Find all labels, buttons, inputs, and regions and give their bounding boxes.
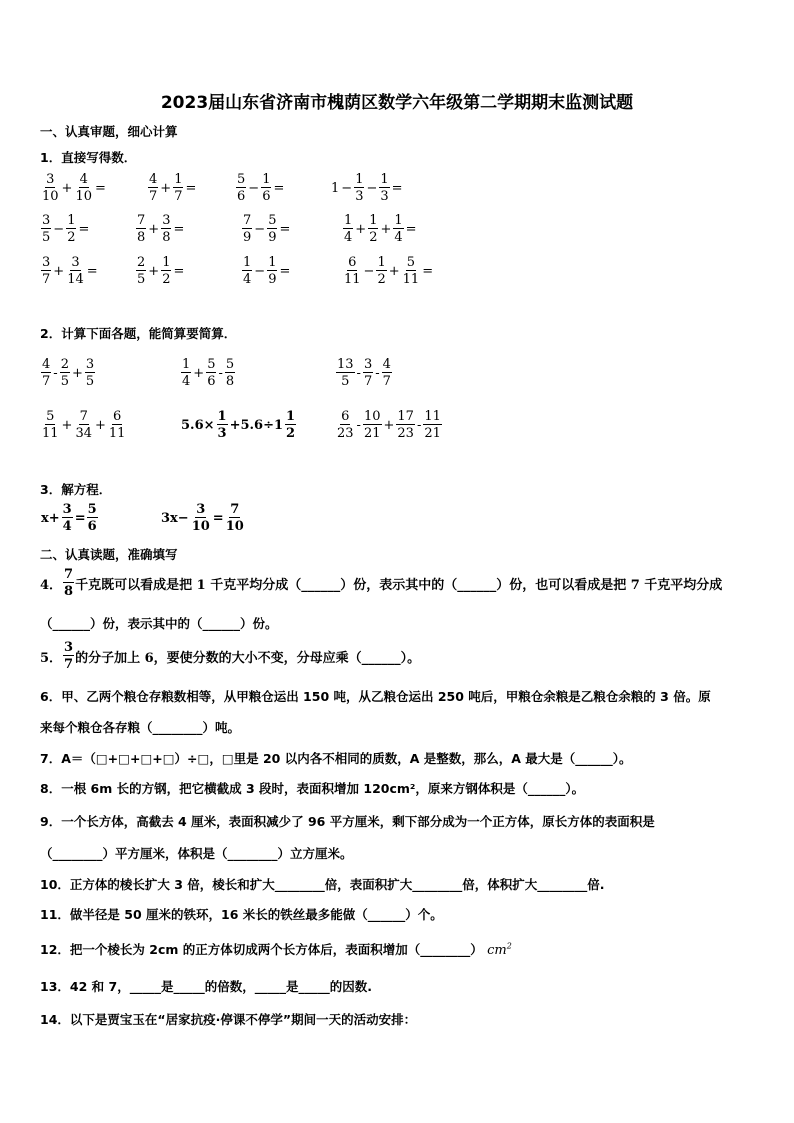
- q5-fraction: [63, 641, 74, 671]
- q1-item-3: [235, 173, 284, 203]
- fraction: [236, 173, 246, 203]
- q12-unit: $cm^2$: [487, 941, 512, 958]
- operator: −: [341, 180, 353, 196]
- fraction: [261, 173, 271, 203]
- q4-line-2: （______）份，表示其中的（______）份。: [40, 616, 278, 631]
- q5-number: 5．: [40, 650, 63, 666]
- q3-label: 3．解方程．: [40, 482, 112, 497]
- question-13: 13．42 和 7，_____是_____的倍数，_____是_____的因数.: [40, 979, 372, 994]
- fraction: [136, 214, 146, 244]
- numerator: 1: [174, 172, 183, 187]
- operator: +: [148, 263, 160, 279]
- question-4: [40, 568, 722, 598]
- numerator: 7: [243, 213, 252, 228]
- numerator: 3: [64, 640, 74, 655]
- fraction: [136, 256, 146, 286]
- denominator: 6: [262, 189, 271, 204]
- denominator: 7: [382, 374, 391, 389]
- fraction: [363, 410, 382, 440]
- denominator: 6: [207, 374, 216, 389]
- equals-sign: =: [279, 263, 291, 279]
- operator: −: [363, 263, 375, 279]
- numerator: 5: [268, 213, 277, 228]
- fraction: [242, 214, 252, 244]
- equals-sign: =: [273, 180, 285, 196]
- section-2-heading: 二、认真读题，准确填写: [40, 547, 178, 562]
- operator: +: [53, 263, 65, 279]
- numerator: 1: [369, 213, 378, 228]
- fraction: [181, 358, 191, 388]
- operator: +: [383, 417, 395, 433]
- q1-item-7: [241, 214, 290, 244]
- q1-item-8: [342, 214, 417, 244]
- numerator: 1: [344, 213, 353, 228]
- fraction: [382, 358, 392, 388]
- operator: +: [95, 417, 106, 433]
- operator: −: [53, 221, 65, 237]
- denominator: 5: [341, 374, 350, 389]
- numerator: 3: [71, 255, 80, 270]
- operator: -: [375, 365, 380, 381]
- operator: +5.6÷1: [229, 417, 284, 433]
- fraction: [393, 214, 403, 244]
- denominator: 5: [60, 374, 69, 389]
- fraction: [60, 358, 70, 388]
- fraction: [396, 410, 415, 440]
- numerator: 4: [42, 357, 51, 372]
- numerator: 1: [355, 172, 364, 187]
- operator: +: [380, 221, 392, 237]
- denominator: 8: [225, 374, 235, 389]
- denominator: 2: [369, 230, 378, 245]
- numerator: 1: [262, 172, 271, 187]
- numerator: 1: [162, 255, 171, 270]
- denominator: 21: [424, 426, 441, 441]
- denominator: 7: [64, 657, 74, 672]
- fraction: [343, 256, 362, 286]
- q6-line-1: 6．甲、乙两个粮仓存粮数相等，从甲粮仓运出 150 吨，从乙粮仓运出 250 吨后，甲粮仓余粮是乙粮仓余粮的 3 倍。原: [40, 689, 711, 704]
- question-5: [40, 641, 420, 671]
- fraction: [161, 214, 171, 244]
- denominator: 7: [174, 189, 183, 204]
- operator: +: [355, 221, 367, 237]
- q2-item-2: [180, 358, 236, 388]
- denominator: 9: [243, 230, 252, 245]
- fraction: [376, 256, 386, 286]
- question-12: [40, 940, 512, 958]
- q1-label: 1．直接写得数．: [40, 150, 137, 165]
- numerator: 6: [348, 255, 357, 270]
- operator: −: [366, 180, 378, 196]
- numerator: 10: [363, 409, 381, 424]
- operator: −: [254, 263, 266, 279]
- denominator: 3: [380, 189, 389, 204]
- equals-sign: =: [212, 510, 224, 526]
- denominator: 3: [217, 426, 227, 441]
- q1-item-9: [40, 256, 98, 286]
- fraction: [402, 256, 421, 286]
- operator: +: [193, 365, 205, 381]
- question-11: 11．做半径是 50 厘米的铁环，16 米长的铁丝最多能做（______）个。: [40, 907, 443, 922]
- denominator: 11: [344, 272, 361, 287]
- numerator: 3: [363, 357, 373, 372]
- equals-sign: =: [78, 221, 90, 237]
- denominator: 21: [363, 426, 381, 441]
- numerator: 1: [268, 255, 277, 270]
- q4-line-1: 千克既可以看成是把 1 千克平均分成（______）份，表示其中的（______）份，也可以看成是把 7 千克平均分成: [75, 577, 723, 593]
- numerator: 5: [87, 502, 97, 517]
- operator: -: [356, 417, 361, 433]
- q1-item-10: [135, 256, 184, 286]
- numerator: 6: [113, 409, 122, 424]
- numerator: 4: [149, 172, 158, 187]
- denominator: 2: [286, 426, 296, 441]
- denominator: 9: [268, 230, 277, 245]
- denominator: 11: [402, 272, 420, 287]
- denominator: 10: [225, 519, 244, 534]
- fraction: [74, 173, 93, 203]
- denominator: 6: [237, 189, 246, 204]
- fraction: [267, 256, 277, 286]
- operator: −: [248, 180, 260, 196]
- operator: +: [160, 180, 172, 196]
- denominator: 5: [137, 272, 146, 287]
- denominator: 14: [67, 272, 84, 287]
- denominator: 5: [42, 230, 51, 245]
- fraction: [41, 358, 51, 388]
- numerator: 5: [225, 357, 235, 372]
- denominator: 7: [42, 272, 51, 287]
- q3-item-1: [40, 503, 99, 533]
- q4-fraction: [63, 568, 74, 598]
- numerator: 1: [67, 213, 76, 228]
- operator: +: [388, 263, 400, 279]
- numerator: 7: [137, 213, 146, 228]
- denominator: 2: [67, 230, 76, 245]
- fraction: [354, 173, 364, 203]
- denominator: 10: [75, 189, 92, 204]
- operator: +: [71, 365, 83, 381]
- numerator: 1: [394, 213, 403, 228]
- fraction: [191, 503, 211, 533]
- fraction: [423, 410, 442, 440]
- fraction: [379, 173, 389, 203]
- numerator: 3: [42, 213, 51, 228]
- denominator: 11: [42, 426, 59, 441]
- numerator: 3: [62, 502, 72, 517]
- fraction: [161, 256, 171, 286]
- equals-sign: =: [74, 510, 86, 526]
- denominator: 4: [182, 374, 191, 389]
- numerator: 3: [42, 255, 51, 270]
- q2-item-1: [40, 358, 96, 388]
- section-1-heading: 一、认真审题，细心计算: [40, 124, 178, 139]
- fraction: [87, 503, 98, 533]
- numerator: 1: [286, 409, 296, 424]
- q2-item-6: [335, 410, 443, 440]
- denominator: 7: [42, 374, 51, 389]
- q1-item-4: [330, 173, 403, 203]
- page-title: 2023届山东省济南市槐荫区数学六年级第二学期期末监测试题: [160, 93, 634, 113]
- denominator: 10: [42, 189, 59, 204]
- fraction: [343, 214, 353, 244]
- equals-sign: =: [173, 263, 185, 279]
- numerator: 5: [406, 255, 416, 270]
- equals-sign: =: [173, 221, 185, 237]
- q9-line-1: 9．一个长方体，高截去 4 厘米，表面积减少了 96 平方厘米，剩下部分成为一个正方体，原长方体的表面积是: [40, 814, 655, 829]
- operator: 5.6×: [181, 417, 215, 433]
- numerator: 7: [64, 567, 74, 582]
- numerator: 1: [380, 172, 389, 187]
- question-14: 14．以下是贾宝玉在“居家抗疫·停课不停学”期间一天的活动安排：: [40, 1012, 417, 1027]
- fraction: [148, 173, 158, 203]
- numerator: 4: [79, 172, 88, 187]
- denominator: 5: [85, 374, 95, 389]
- numerator: 11: [424, 409, 441, 424]
- operator: -: [218, 365, 223, 381]
- fraction: [363, 358, 373, 388]
- fraction: [336, 358, 355, 388]
- operator: +: [61, 417, 73, 433]
- fraction: [41, 256, 51, 286]
- denominator: 6: [87, 519, 97, 534]
- question-7: 7．A＝（□+□+□+□）÷□，□里是 20 以内各不相同的质数，A 是整数，那么，A 最大是（______）。: [40, 751, 632, 766]
- equals-sign: =: [422, 263, 434, 279]
- fraction: [368, 214, 378, 244]
- numerator: 1: [217, 409, 227, 424]
- fraction: [85, 358, 95, 388]
- operator: -: [53, 365, 58, 381]
- q2-item-4: [40, 410, 127, 440]
- denominator: 4: [243, 272, 252, 287]
- operator: −: [254, 221, 266, 237]
- denominator: 3: [355, 189, 364, 204]
- operator: 1: [331, 180, 340, 196]
- fraction: [285, 410, 296, 440]
- numerator: 2: [137, 255, 146, 270]
- q1-item-5: [40, 214, 89, 244]
- numerator: 17: [397, 409, 414, 424]
- fraction: [66, 214, 76, 244]
- q2-item-3: [335, 358, 393, 388]
- q2-item-5: [180, 410, 297, 440]
- fraction: [267, 214, 277, 244]
- denominator: 4: [344, 230, 353, 245]
- fraction: [336, 410, 355, 440]
- equals-sign: =: [95, 180, 106, 196]
- denominator: 23: [397, 426, 414, 441]
- q2-label: 2．计算下面各题，能简算要简算．: [40, 326, 237, 341]
- denominator: 9: [268, 272, 277, 287]
- denominator: 2: [377, 272, 386, 287]
- numerator: 3: [196, 502, 206, 517]
- fraction: [173, 173, 183, 203]
- numerator: 3: [46, 172, 55, 187]
- equals-sign: =: [391, 180, 403, 196]
- fraction: [242, 256, 252, 286]
- q5-text: 的分子加上 6，要使分数的大小不变，分母应乘（______）。: [75, 650, 421, 666]
- fraction: [41, 214, 51, 244]
- numerator: 1: [377, 255, 386, 270]
- numerator: 5: [46, 409, 55, 424]
- numerator: 2: [60, 357, 69, 372]
- operator: +: [148, 221, 160, 237]
- numerator: 5: [207, 357, 216, 372]
- numerator: 5: [237, 172, 246, 187]
- q1-item-1: [40, 173, 106, 203]
- numerator: 13: [337, 357, 354, 372]
- equals-sign: =: [279, 221, 291, 237]
- numerator: 3: [162, 213, 171, 228]
- operator: x+: [41, 510, 60, 526]
- operator: 3x−: [161, 510, 189, 526]
- equals-sign: =: [185, 180, 197, 196]
- denominator: 11: [108, 426, 126, 441]
- denominator: 4: [394, 230, 403, 245]
- q1-item-11: [241, 256, 290, 286]
- numerator: 4: [382, 357, 391, 372]
- numerator: 7: [79, 409, 88, 424]
- fraction: [62, 503, 73, 533]
- equals-sign: =: [405, 221, 417, 237]
- denominator: 23: [337, 426, 354, 441]
- denominator: 8: [162, 230, 171, 245]
- fraction: [225, 358, 235, 388]
- operator: -: [416, 417, 422, 433]
- denominator: 8: [64, 584, 74, 599]
- numerator: 1: [182, 357, 191, 372]
- fraction: [217, 410, 228, 440]
- q1-item-6: [135, 214, 184, 244]
- denominator: 8: [137, 230, 146, 245]
- denominator: 2: [162, 272, 171, 287]
- question-8: 8．一根 6m 长的方钢，把它横截成 3 段时，表面积增加 120cm²，原来方钢体积是（______）。: [40, 781, 585, 796]
- denominator: 4: [62, 519, 72, 534]
- q3-item-2: [160, 503, 246, 533]
- numerator: 3: [85, 357, 95, 372]
- equals-sign: =: [86, 263, 98, 279]
- question-10: 10．正方体的棱长扩大 3 倍，棱长和扩大________倍，表面积扩大________倍，体积扩大________倍.: [40, 877, 605, 892]
- numerator: 6: [341, 409, 350, 424]
- fraction: [74, 410, 93, 440]
- denominator: 10: [191, 519, 210, 534]
- denominator: 34: [75, 426, 92, 441]
- numerator: 7: [230, 502, 240, 517]
- fraction: [108, 410, 127, 440]
- numerator: 1: [243, 255, 252, 270]
- q12-text: 12．把一个棱长为 2cm 的正方体切成两个长方体后，表面积增加（________）: [40, 942, 483, 957]
- fraction: [206, 358, 216, 388]
- fraction: [41, 173, 60, 203]
- operator: +: [61, 180, 73, 196]
- operator: -: [356, 365, 361, 381]
- q1-item-2: [147, 173, 196, 203]
- fraction: [66, 256, 85, 286]
- q1-item-12: [342, 256, 433, 286]
- fraction: [41, 410, 60, 440]
- q4-number: 4．: [40, 577, 63, 593]
- denominator: 7: [363, 374, 373, 389]
- denominator: 7: [149, 189, 158, 204]
- fraction: [225, 503, 245, 533]
- q6-line-2: 来每个粮仓各存粮（________）吨。: [40, 720, 241, 735]
- q9-line-2: （________）平方厘米，体积是（________）立方厘米。: [40, 846, 353, 861]
